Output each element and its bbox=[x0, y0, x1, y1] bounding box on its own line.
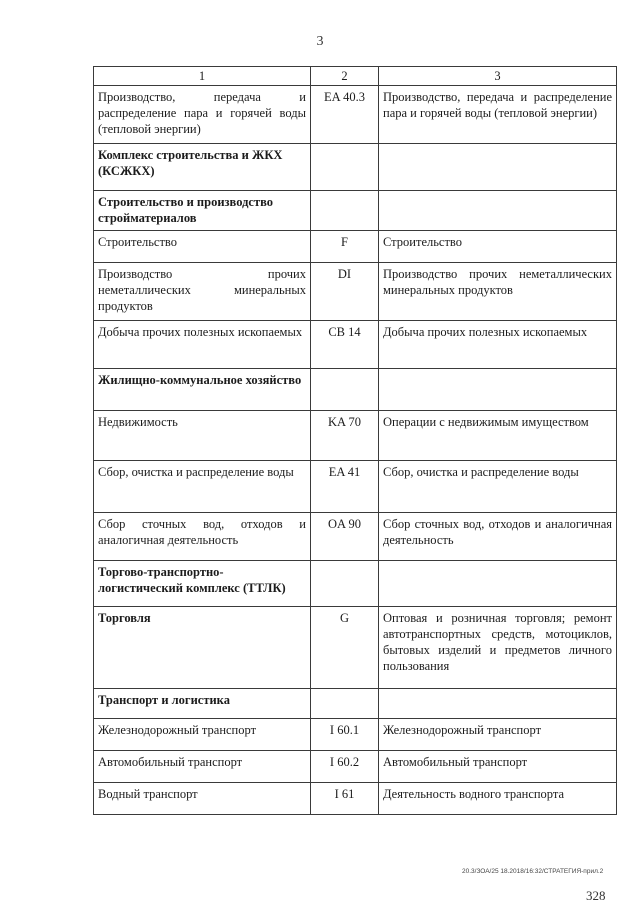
section-heading: Комплекс строительства и ЖКХ (КСЖКХ) bbox=[94, 144, 311, 191]
table-row bbox=[94, 321, 617, 369]
classification-table bbox=[93, 66, 617, 815]
row-name: Сбор, очистка и распределение воды bbox=[94, 461, 311, 513]
table-row bbox=[94, 783, 617, 815]
row-code: EA 40.3 bbox=[311, 86, 379, 144]
row-name: Производство, передача и распределение пара и горячей воды (тепловой энергии) bbox=[94, 86, 311, 144]
row-description: Строительство bbox=[379, 231, 617, 263]
table-row bbox=[94, 719, 617, 751]
table-row bbox=[94, 461, 617, 513]
row-description: Операции с недвижимым имуществом bbox=[379, 411, 617, 461]
row-name: Добыча прочих полезных ископаемых bbox=[94, 321, 311, 369]
section-heading: Транспорт и логистика bbox=[94, 689, 311, 719]
row-code: I 60.2 bbox=[311, 751, 379, 783]
table-row bbox=[94, 411, 617, 461]
table-header-row bbox=[94, 67, 617, 86]
row-description bbox=[379, 689, 617, 719]
row-code: CB 14 bbox=[311, 321, 379, 369]
row-code: KA 70 bbox=[311, 411, 379, 461]
table-row bbox=[94, 607, 617, 689]
header-col-1: 1 bbox=[94, 67, 311, 86]
row-description: Железнодорожный транспорт bbox=[379, 719, 617, 751]
row-code bbox=[311, 561, 379, 607]
row-description: Автомобильный транспорт bbox=[379, 751, 617, 783]
table-row bbox=[94, 231, 617, 263]
section-heading: Жилищно-коммунальное хозяйство bbox=[94, 369, 311, 411]
row-description: Сбор сточных вод, отходов и аналогичная деятельность bbox=[379, 513, 617, 561]
stamped-page-number: 328 bbox=[586, 888, 606, 903]
row-name: Автомобильный транспорт bbox=[94, 751, 311, 783]
section-heading: Строительство и производство стройматериалов bbox=[94, 191, 311, 231]
row-code: I 60.1 bbox=[311, 719, 379, 751]
row-description: Деятельность водного транспорта bbox=[379, 783, 617, 815]
row-description bbox=[379, 144, 617, 191]
table-row bbox=[94, 689, 617, 719]
section-heading: Торговля bbox=[94, 607, 311, 689]
row-code: OA 90 bbox=[311, 513, 379, 561]
table-row bbox=[94, 144, 617, 191]
table-row bbox=[94, 191, 617, 231]
row-code: G bbox=[311, 607, 379, 689]
row-code bbox=[311, 191, 379, 231]
table-row bbox=[94, 263, 617, 321]
row-code bbox=[311, 369, 379, 411]
row-name: Недвижимость bbox=[94, 411, 311, 461]
row-code: I 61 bbox=[311, 783, 379, 815]
page-number: 3 bbox=[316, 34, 324, 49]
footer-document-reference: 20.3/ЗОА/25 18.2018/16:32/СТРАТЕГИЯ-прил.2 bbox=[462, 868, 604, 875]
table-row bbox=[94, 561, 617, 607]
row-description: Производство прочих неметаллических минеральных продуктов bbox=[379, 263, 617, 321]
row-code bbox=[311, 144, 379, 191]
row-name: Железнодорожный транспорт bbox=[94, 719, 311, 751]
row-name: Сбор сточных вод, отходов и аналогичная деятельность bbox=[94, 513, 311, 561]
table-row bbox=[94, 369, 617, 411]
row-code: EA 41 bbox=[311, 461, 379, 513]
header-col-2: 2 bbox=[311, 67, 379, 86]
row-name: Производство прочих неметаллических минеральных продуктов bbox=[94, 263, 311, 321]
row-name: Строительство bbox=[94, 231, 311, 263]
row-code: DI bbox=[311, 263, 379, 321]
row-description bbox=[379, 561, 617, 607]
row-code: F bbox=[311, 231, 379, 263]
row-description: Производство, передача и распределение пара и горячей воды (тепловой энергии) bbox=[379, 86, 617, 144]
table-row bbox=[94, 751, 617, 783]
table-row bbox=[94, 513, 617, 561]
row-code bbox=[311, 689, 379, 719]
section-heading: Торгово-транспортно-логистический комплекс (ТТЛК) bbox=[94, 561, 311, 607]
row-name: Водный транспорт bbox=[94, 783, 311, 815]
row-description: Сбор, очистка и распределение воды bbox=[379, 461, 617, 513]
header-col-3: 3 bbox=[379, 67, 617, 86]
row-description: Оптовая и розничная торговля; ремонт автотранспортных средств, мотоциклов, бытовых изделий и предметов личного пользования bbox=[379, 607, 617, 689]
row-description: Добыча прочих полезных ископаемых bbox=[379, 321, 617, 369]
table-row bbox=[94, 86, 617, 144]
row-description bbox=[379, 369, 617, 411]
row-description bbox=[379, 191, 617, 231]
